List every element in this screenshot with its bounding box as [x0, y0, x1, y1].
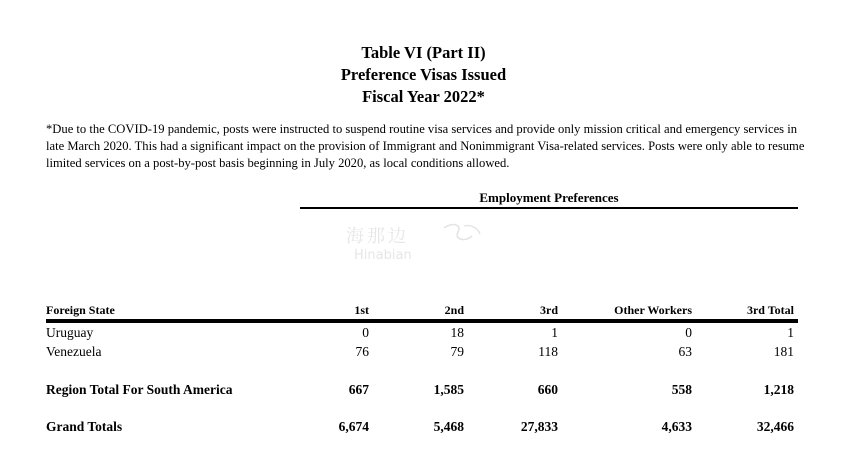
cell-1st: 76: [355, 344, 369, 359]
title-line-3: Fiscal Year 2022*: [362, 87, 485, 106]
covid-footnote: *Due to the COVID-19 pandemic, posts were instructed to suspend routine visa services and provide only mission critical and emergency services in late March 2020. This had a significant impact on the provision of Immigrant and Nonimmigrant Visa-related services. Posts were only able to resume limited services on a post-by-post basis beginning in July 2020, as local conditions allowed.: [46, 122, 805, 170]
region-total-row: [46, 381, 796, 399]
title-line-1: Table VI (Part II): [361, 43, 486, 62]
cell-3rd-total: 181: [773, 344, 794, 359]
title-line-2: Preference Visas Issued: [340, 65, 507, 84]
col-header-3rd-total: 3rd Total: [746, 303, 794, 317]
grand-total-3rd-total: 32,466: [756, 419, 794, 434]
grand-total-other-workers: 4,633: [661, 419, 692, 434]
table-header-row: [46, 301, 796, 319]
cell-other-workers: 0: [685, 325, 692, 340]
col-header-1st: 1st: [354, 303, 369, 317]
region-total-1st: 667: [348, 382, 369, 397]
table-row: [46, 324, 796, 342]
cell-1st: 0: [362, 325, 369, 340]
cell-state: Uruguay: [46, 325, 94, 340]
watermark-logo-icon: [438, 220, 484, 250]
page-title: [0, 42, 847, 108]
table-header-rule: [46, 319, 798, 323]
cell-3rd-total: 1: [787, 325, 794, 340]
employment-preferences-header: Employment Preferences: [479, 190, 619, 205]
cell-2nd: 79: [450, 344, 464, 359]
cell-3rd: 118: [538, 344, 558, 359]
watermark-cn: 海那边: [346, 226, 409, 247]
grand-total-1st: 6,674: [338, 419, 369, 434]
group-header-rule: [300, 207, 798, 209]
col-header-foreign-state: Foreign State: [46, 303, 115, 317]
grand-total-row: [46, 418, 796, 436]
grand-total-2nd: 5,468: [433, 419, 464, 434]
grand-total-3rd: 27,833: [520, 419, 558, 434]
table-row: [46, 343, 796, 361]
cell-other-workers: 63: [678, 344, 692, 359]
col-header-3rd: 3rd: [540, 303, 558, 317]
cell-2nd: 18: [450, 325, 464, 340]
region-total-3rd-total: 1,218: [763, 382, 794, 397]
cell-state: Venezuela: [46, 344, 102, 359]
cell-3rd: 1: [551, 325, 558, 340]
region-total-3rd: 660: [537, 382, 558, 397]
watermark-en: Hinabian: [354, 248, 412, 263]
region-total-2nd: 1,585: [433, 382, 464, 397]
region-total-other-workers: 558: [671, 382, 692, 397]
watermark: [346, 222, 496, 263]
grand-total-label: Grand Totals: [46, 419, 123, 434]
col-header-other-workers: Other Workers: [614, 303, 692, 317]
col-header-2nd: 2nd: [444, 303, 464, 317]
region-total-label: Region Total For South America: [46, 382, 233, 397]
